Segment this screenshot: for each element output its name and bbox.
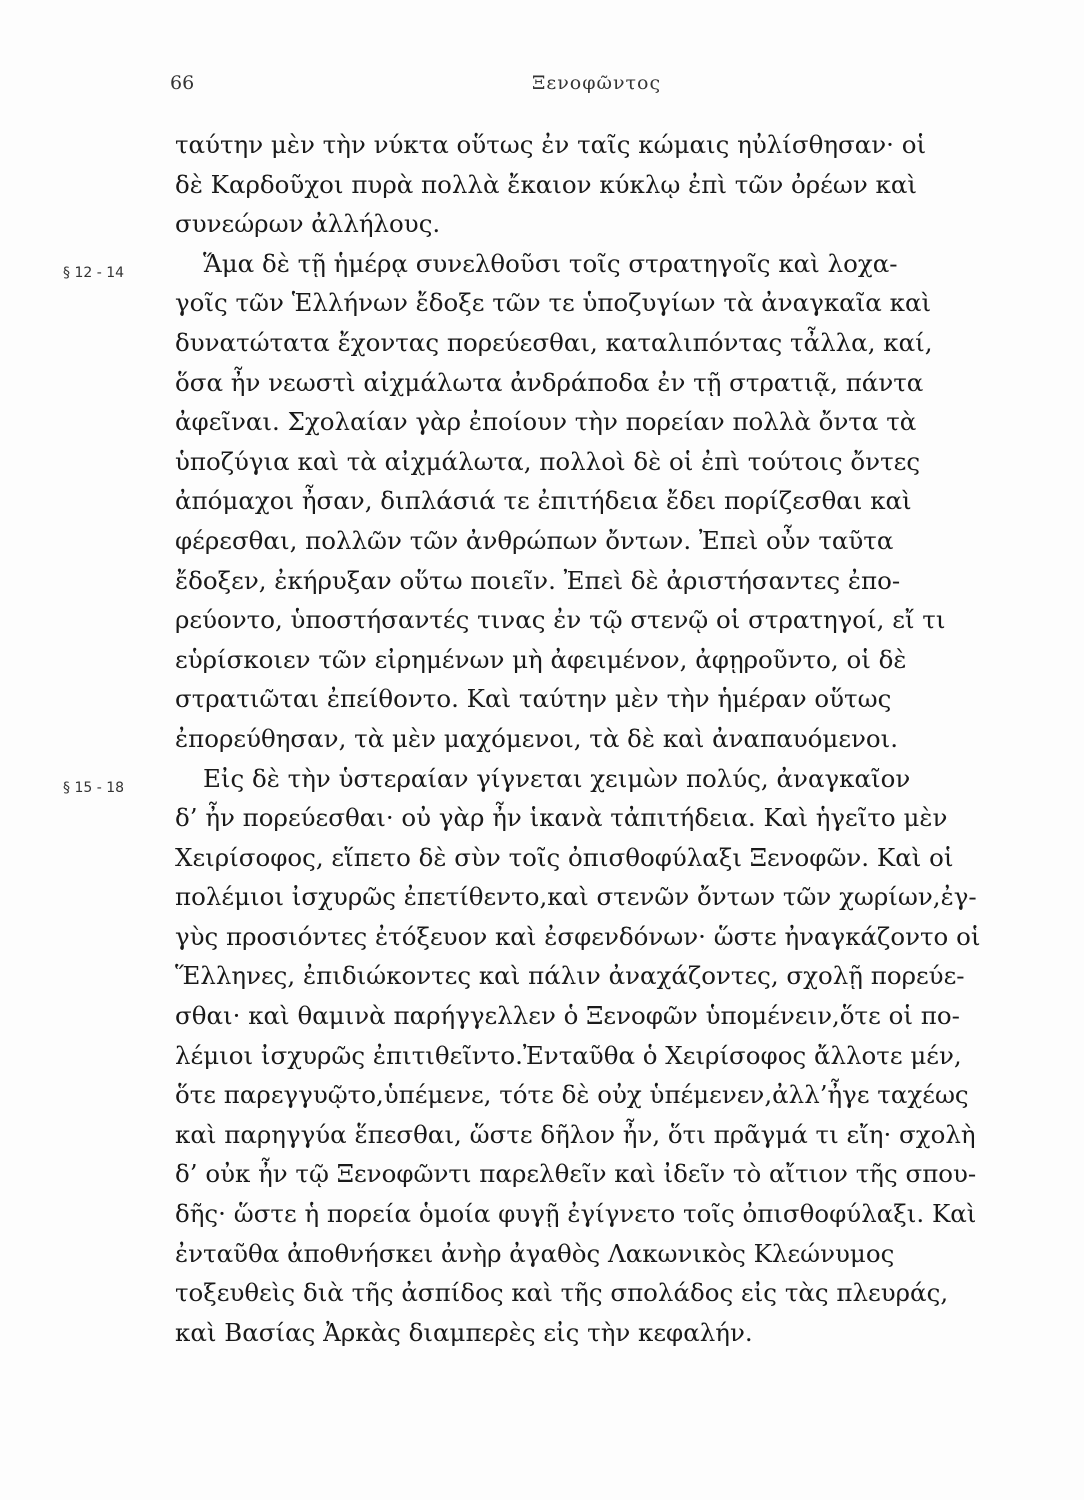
page-number: 66 (170, 72, 195, 94)
text-line: Εἰς δὲ τὴν ὑστεραίαν γίγνεται χειμὼν πολύς, ἀναγκαῖον (203, 763, 911, 793)
text-line: δ’ οὐκ ἦν τῷ Ξενοφῶντι παρελθεῖν καὶ ἰδεῖν τὸ αἴτιον τῆς σπου- (175, 1159, 977, 1189)
text-line: στρατιῶται ἐπείθοντο. Καὶ ταύτην μὲν τὴν ἡμέραν οὕτως (175, 684, 892, 714)
text-line: γοῖς τῶν Ἑλλήνων ἔδοξε τῶν τε ὑποζυγίων τὰ ἀναγκαῖα καὶ (175, 288, 932, 318)
text-line: δῆς· ὥστε ἡ πορεία ὁμοία φυγῇ ἐγίγνετο τοῖς ὀπισθοφύλαξι. Καὶ (175, 1199, 977, 1229)
margin-note-section-15-18: § 15 - 18 (63, 780, 125, 796)
text-line: ἔδοξεν, ἐκήρυξαν οὕτω ποιεῖν. Ἐπεὶ δὲ ἀριστήσαντες ἐπο- (175, 565, 901, 595)
text-line: Ἕλληνες, ἐπιδιώκοντες καὶ πάλιν ἀναχάζοντες, σχολῇ πορεύε- (175, 961, 965, 991)
text-line: Χειρίσοφος, εἵπετο δὲ σὺν τοῖς ὀπισθοφύλαξι Ξενοφῶν. Καὶ οἱ (175, 842, 954, 872)
text-line: τοξευθεὶς διὰ τῆς ἀσπίδος καὶ τῆς σπολάδος εἰς τὰς πλευράς, (175, 1278, 949, 1308)
text-line: ρεύοντο, ὑποστήσαντές τινας ἐν τῷ στενῷ οἱ στρατηγοί, εἴ τι (175, 605, 946, 635)
text-line: καὶ Βασίας Ἀρκὰς διαμπερὲς εἰς τὴν κεφαλήν. (175, 1317, 753, 1347)
text-line: εὑρίσκοιεν τῶν εἰρημένων μὴ ἀφειμένον, ἀφῃροῦντο, οἱ δὲ (175, 644, 907, 674)
margin-note-section-12-14: § 12 - 14 (63, 265, 125, 281)
text-line: ἐνταῦθα ἀποθνήσκει ἀνὴρ ἀγαθὸς Λακωνικὸς Κλεώνυμος (175, 1238, 895, 1268)
text-line: ὅτε παρεγγυῷτο,ὑπέμενε, τότε δὲ οὐχ ὑπέμενεν,ἀλλ’ἦγε ταχέως (175, 1080, 969, 1110)
running-head (170, 72, 1020, 102)
text-line: ἐπορεύθησαν, τὰ μὲν μαχόμενοι, τὰ δὲ καὶ ἀναπαυόμενοι. (175, 723, 899, 753)
body-text (175, 125, 1017, 1352)
running-title: Ξενοφῶντος (532, 72, 662, 94)
text-line: δ’ ἦν πορεύεσθαι· οὐ γὰρ ἦν ἱκανὰ τἀπιτήδεια. Καὶ ἡγεῖτο μὲν (175, 803, 948, 833)
text-line: πολέμιοι ἰσχυρῶς ἐπετίθεντο,καὶ στενῶν ὄντων τῶν χωρίων,ἐγ- (175, 882, 977, 912)
text-line: δὲ Καρδοῦχοι πυρὰ πολλὰ ἔκαιον κύκλῳ ἐπὶ τῶν ὀρέων καὶ (175, 169, 917, 199)
text-line: ὑποζύγια καὶ τὰ αἰχμάλωτα, πολλοὶ δὲ οἱ ἐπὶ τούτοις ὄντες (175, 446, 921, 476)
text-line: Ἅμα δὲ τῇ ἡμέρᾳ συνελθοῦσι τοῖς στρατηγοῖς καὶ λοχα- (203, 248, 898, 278)
text-line: ἀπόμαχοι ἦσαν, διπλάσιά τε ἐπιτήδεια ἔδει πορίζεσθαι καὶ (175, 486, 912, 516)
text-line: σθαι· καὶ θαμινὰ παρήγγελλεν ὁ Ξενοφῶν ὑπομένειν,ὅτε οἱ πο- (175, 1001, 960, 1031)
text-line: λέμιοι ἰσχυρῶς ἐπιτιθεῖντο.Ἐνταῦθα ὁ Χειρίσοφος ἄλλοτε μέν, (175, 1040, 962, 1070)
text-line: καὶ παρηγγύα ἕπεσθαι, ὥστε δῆλον ἦν, ὅτι πρᾶγμά τι εἴη· σχολὴ (175, 1119, 976, 1149)
text-line: συνεώρων ἀλλήλους. (175, 209, 441, 239)
text-line: ταύτην μὲν τὴν νύκτα οὕτως ἐν ταῖς κώμαις ηὐλίσθησαν· οἱ (175, 130, 927, 159)
text-line: γὺς προσιόντες ἐτόξευον καὶ ἐσφενδόνων· ὥστε ἠναγκάζοντο οἱ (175, 921, 981, 951)
text-line: ἀφεῖναι. Σχολαίαν γὰρ ἐποίουν τὴν πορείαν πολλὰ ὄντα τὰ (175, 407, 917, 437)
text-line: δυνατώτατα ἔχοντας πορεύεσθαι, καταλιπόντας τἆλλα, καί, (175, 327, 933, 357)
text-line: ὅσα ἦν νεωστὶ αἰχμάλωτα ἀνδράποδα ἐν τῇ στρατιᾷ, πάντα (175, 367, 924, 397)
text-line: φέρεσθαι, πολλῶν τῶν ἀνθρώπων ὄντων. Ἐπεὶ οὖν ταῦτα (175, 525, 894, 555)
